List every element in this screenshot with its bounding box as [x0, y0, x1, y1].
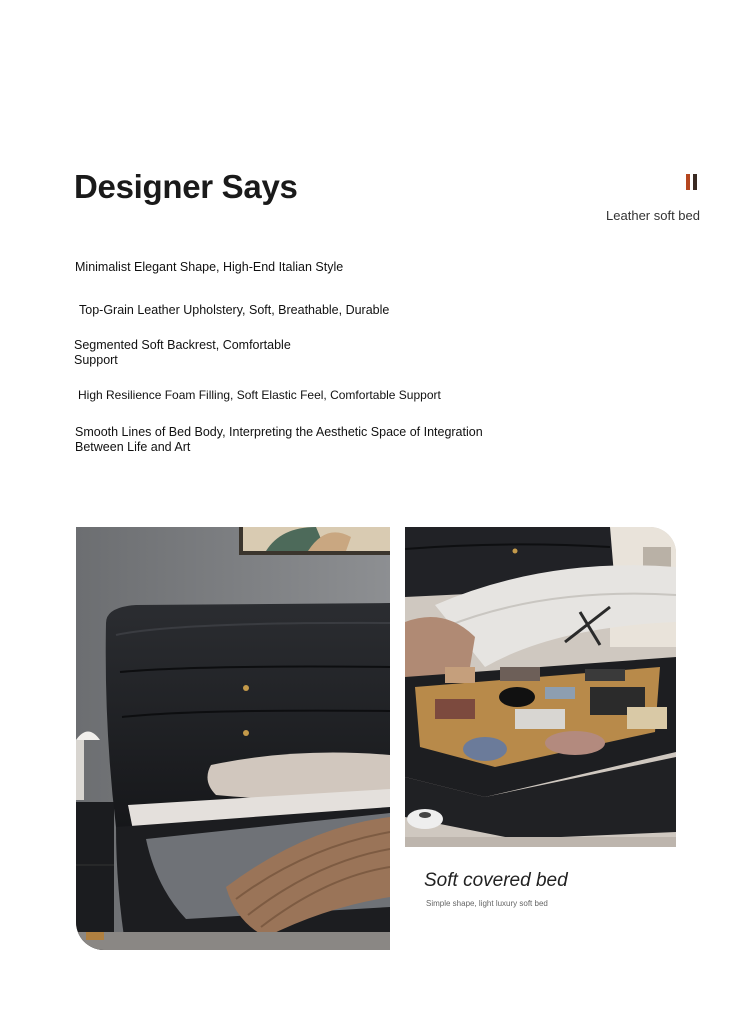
feature-item: Segmented Soft Backrest, Comfortable Support — [74, 338, 291, 367]
storage-bed-photo — [405, 527, 676, 847]
bed-headboard-illustration — [76, 527, 390, 950]
caption-title: Soft covered bed — [424, 870, 568, 891]
feature-item: Top-Grain Leather Upholstery, Soft, Breathable, Durable — [79, 303, 390, 317]
storage-bed-illustration — [405, 527, 676, 847]
feature-item: Minimalist Elegant Shape, High-End Italian Style — [75, 260, 344, 274]
feature-item: High Resilience Foam Filling, Soft Elastic Feel, Comfortable Support — [78, 388, 441, 402]
accent-bars-icon — [686, 174, 700, 190]
feature-item: Smooth Lines of Bed Body, Interpreting the Aesthetic Space of Integration Between Life and Art — [75, 425, 483, 454]
page-title: Designer Says — [74, 168, 298, 205]
caption-subtitle: Simple shape, light luxury soft bed — [426, 899, 548, 908]
product-subtitle: Leather soft bed — [606, 208, 700, 223]
bed-headboard-photo — [76, 527, 390, 950]
